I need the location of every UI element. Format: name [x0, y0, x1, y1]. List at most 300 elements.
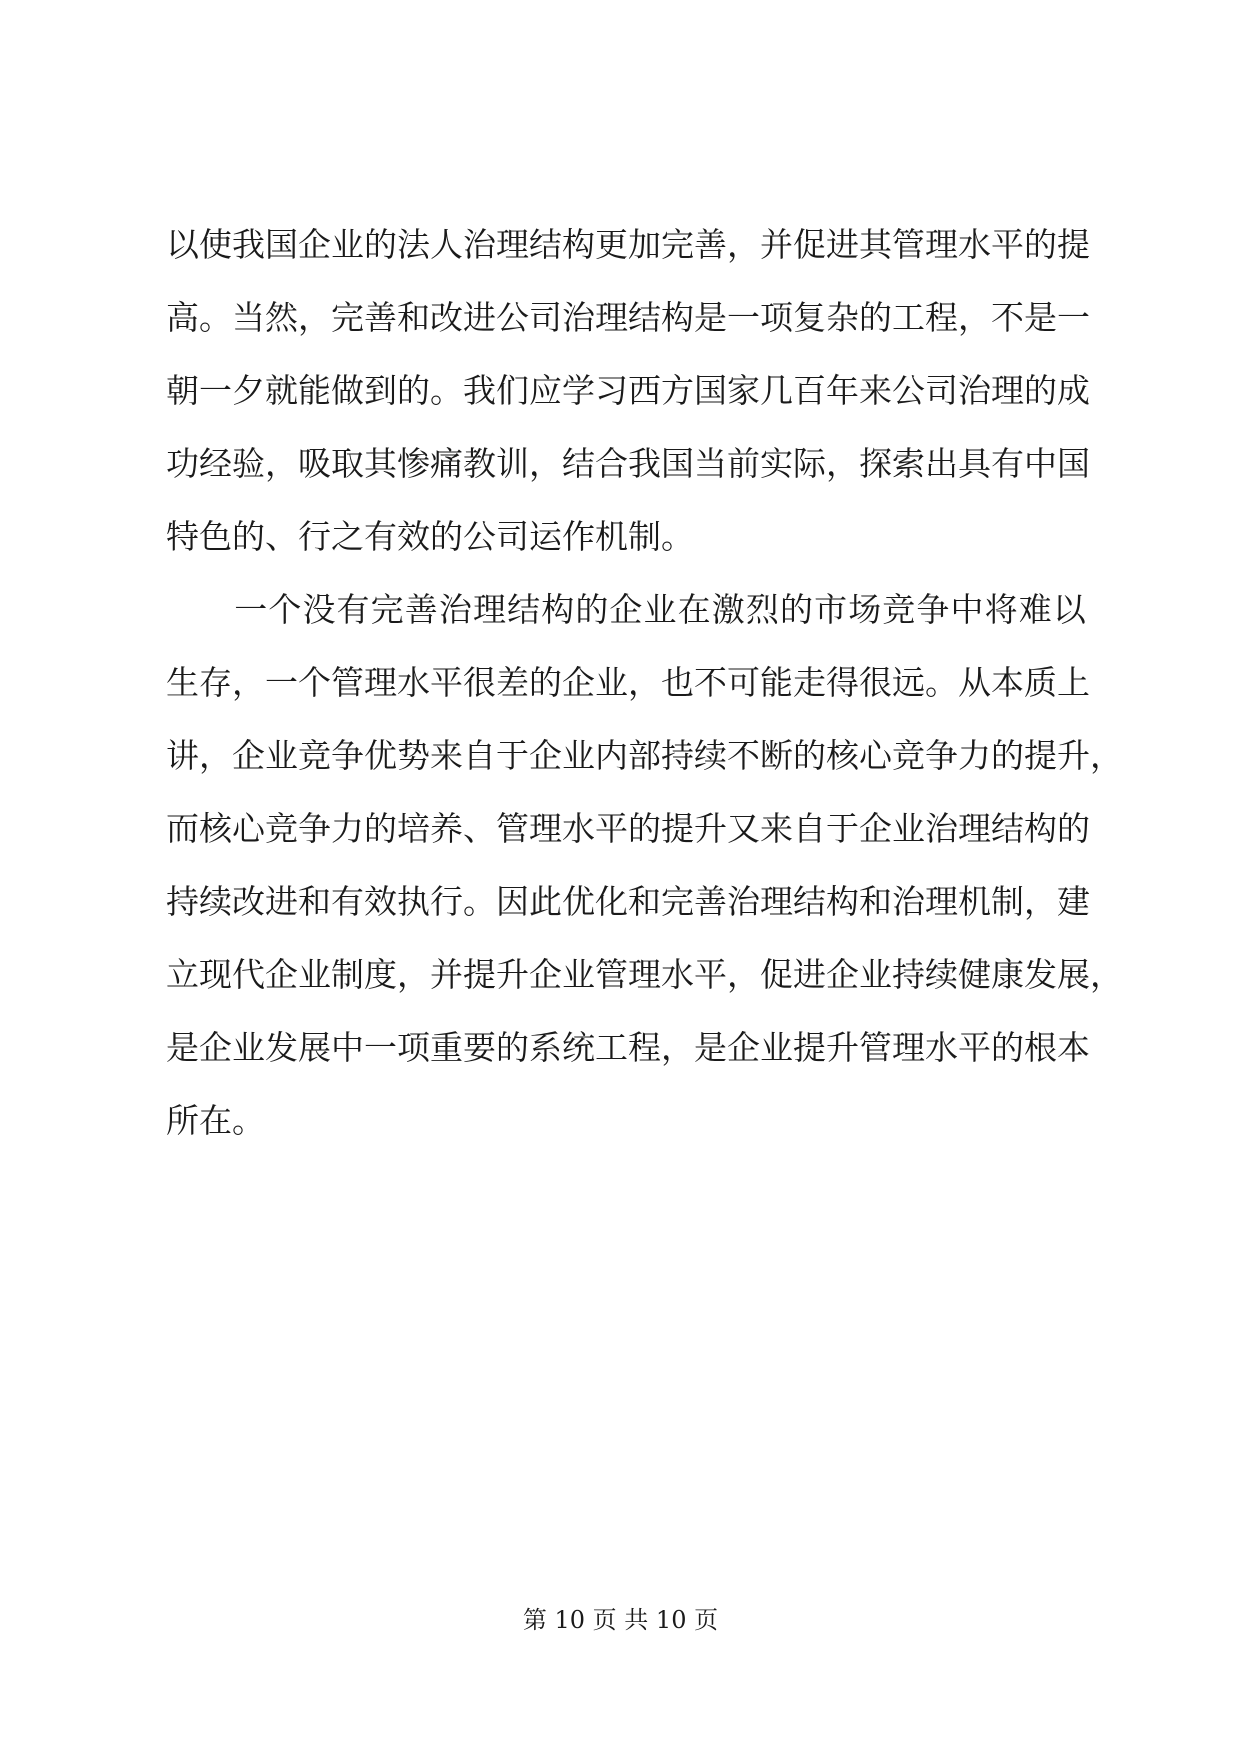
glyph: 朝: [166, 371, 199, 410]
text-line: [166, 1011, 1090, 1084]
glyph: 完: [661, 225, 694, 264]
glyph: 工: [595, 1028, 628, 1067]
glyph: 管: [892, 225, 925, 264]
glyph: 的: [232, 517, 265, 556]
glyph: 讲: [166, 736, 199, 775]
glyph: 具: [958, 444, 991, 483]
glyph: 前: [727, 444, 760, 483]
glyph: 索: [892, 444, 925, 483]
glyph: 立: [166, 955, 199, 994]
glyph: [200, 573, 233, 646]
glyph: 培: [397, 809, 430, 848]
text-line: [166, 938, 1123, 1011]
glyph: 在: [199, 1101, 232, 1140]
glyph: 业: [643, 590, 677, 629]
glyph: 色: [199, 517, 232, 556]
glyph: 。: [199, 298, 232, 337]
glyph: 不: [727, 736, 760, 775]
glyph: 治: [727, 882, 760, 921]
glyph: 业: [298, 955, 331, 994]
glyph: 际: [793, 444, 826, 483]
glyph: 结: [529, 225, 562, 264]
glyph: 持: [892, 955, 925, 994]
glyph: 水: [661, 955, 694, 994]
glyph: 难: [1018, 590, 1052, 629]
glyph: 项: [397, 1028, 430, 1067]
glyph: 展: [1057, 955, 1090, 994]
glyph: 和: [397, 298, 430, 337]
glyph: 并: [760, 225, 793, 264]
glyph: 升: [694, 809, 727, 848]
glyph: 其: [364, 444, 397, 483]
glyph: ，: [397, 955, 430, 994]
glyph: 竞: [265, 809, 298, 848]
glyph: 很: [463, 663, 496, 702]
glyph: 核: [199, 809, 232, 848]
glyph: 能: [760, 663, 793, 702]
glyph: 做: [331, 371, 364, 410]
glyph: 理: [529, 809, 562, 848]
glyph: 远: [892, 663, 925, 702]
glyph: 是: [166, 1028, 199, 1067]
glyph: 我: [628, 444, 661, 483]
glyph: 差: [496, 663, 529, 702]
glyph: 治: [562, 298, 595, 337]
glyph: 。: [430, 371, 463, 410]
glyph: 善: [364, 298, 397, 337]
glyph: 制: [991, 882, 1024, 921]
glyph: ，: [826, 444, 859, 483]
glyph: 健: [958, 955, 991, 994]
glyph: 势: [397, 736, 430, 775]
glyph: 很: [859, 663, 892, 702]
glyph: 本: [991, 663, 1024, 702]
glyph: 个: [298, 663, 331, 702]
glyph: 和: [859, 882, 892, 921]
glyph: 结: [562, 444, 595, 483]
glyph: 当: [694, 444, 727, 483]
glyph: 理: [595, 298, 628, 337]
glyph: 水: [397, 663, 430, 702]
glyph: 经: [199, 444, 232, 483]
glyph: 企: [529, 736, 562, 775]
glyph: 存: [199, 663, 232, 702]
glyph: 可: [727, 663, 760, 702]
glyph: 又: [727, 809, 760, 848]
glyph: 质: [1024, 663, 1057, 702]
glyph: 有: [364, 517, 397, 556]
glyph: 力: [958, 736, 991, 775]
glyph: 发: [1024, 955, 1057, 994]
glyph: 结: [628, 298, 661, 337]
glyph: 之: [331, 517, 364, 556]
glyph: ，: [1024, 882, 1057, 921]
glyph: 企: [199, 1028, 232, 1067]
glyph: 治: [438, 590, 472, 629]
glyph: 以: [166, 225, 199, 264]
glyph: 。: [232, 1101, 265, 1140]
glyph: 一: [265, 663, 298, 702]
glyph: 的: [575, 590, 609, 629]
glyph: 出: [925, 444, 958, 483]
glyph: 程: [628, 1028, 661, 1067]
body-text: [166, 208, 1123, 1157]
glyph: ，: [958, 298, 991, 337]
glyph: 建: [1057, 882, 1090, 921]
glyph: 激: [711, 590, 745, 629]
glyph: 人: [430, 225, 463, 264]
glyph: 重: [430, 1028, 463, 1067]
glyph: 理: [364, 663, 397, 702]
glyph: 根: [1024, 1028, 1057, 1067]
glyph: 的: [859, 298, 892, 337]
glyph: 的: [430, 517, 463, 556]
text-line: [166, 354, 1090, 427]
glyph: 国: [1057, 444, 1090, 483]
glyph: 西: [628, 371, 661, 410]
glyph: 杂: [826, 298, 859, 337]
glyph: 完: [370, 590, 404, 629]
glyph: 争: [916, 590, 950, 629]
glyph: 业: [265, 736, 298, 775]
glyph: 所: [166, 1101, 199, 1140]
glyph: 企: [232, 736, 265, 775]
glyph: ，: [727, 955, 760, 994]
glyph: 中: [331, 1028, 364, 1067]
glyph: 个: [268, 590, 302, 629]
glyph: 理: [925, 225, 958, 264]
glyph: 善: [694, 225, 727, 264]
glyph: 法: [397, 225, 430, 264]
glyph: 验: [232, 444, 265, 483]
glyph: 进: [463, 298, 496, 337]
glyph: 提: [1024, 736, 1057, 775]
glyph: 能: [298, 371, 331, 410]
glyph: 展: [298, 1028, 331, 1067]
glyph: 到: [364, 371, 397, 410]
glyph: 的: [529, 663, 562, 702]
glyph: 公: [463, 517, 496, 556]
glyph: 生: [166, 663, 199, 702]
glyph: 的: [364, 809, 397, 848]
glyph: 和: [628, 882, 661, 921]
glyph: 改: [430, 298, 463, 337]
glyph: 有: [991, 444, 1024, 483]
text-line: [166, 281, 1090, 354]
glyph: 治: [958, 371, 991, 410]
glyph: 我: [232, 225, 265, 264]
glyph: 改: [232, 882, 265, 921]
glyph: 的: [1057, 809, 1090, 848]
glyph: 构: [661, 298, 694, 337]
glyph: 、: [463, 809, 496, 848]
glyph: 是: [694, 298, 727, 337]
glyph: ，: [265, 444, 298, 483]
glyph: 国: [265, 225, 298, 264]
glyph: 管: [496, 809, 529, 848]
glyph: 高: [166, 298, 199, 337]
glyph: 几: [760, 371, 793, 410]
glyph: 而: [166, 809, 199, 848]
glyph: 理: [991, 371, 1024, 410]
glyph: 。: [925, 663, 958, 702]
glyph: 企: [826, 955, 859, 994]
glyph: 平: [694, 955, 727, 994]
text-line: [166, 719, 1123, 792]
glyph: 中: [950, 590, 984, 629]
glyph: 理: [472, 590, 506, 629]
glyph: 中: [1024, 444, 1057, 483]
glyph: 合: [595, 444, 628, 483]
glyph: 续: [925, 955, 958, 994]
glyph: 构: [562, 225, 595, 264]
glyph: 应: [529, 371, 562, 410]
glyph: 公: [892, 371, 925, 410]
glyph: 制: [331, 955, 364, 994]
glyph: 升: [826, 1028, 859, 1067]
glyph: 的: [991, 736, 1024, 775]
glyph: 优: [562, 882, 595, 921]
glyph: 来: [760, 809, 793, 848]
glyph: 提: [463, 955, 496, 994]
glyph: 管: [331, 663, 364, 702]
glyph: 业: [595, 663, 628, 702]
glyph: 持: [166, 882, 199, 921]
glyph: 业: [760, 1028, 793, 1067]
glyph: 没: [302, 590, 336, 629]
glyph: ，: [628, 663, 661, 702]
glyph: 续: [694, 736, 727, 775]
glyph: 是: [1024, 298, 1057, 337]
glyph: 理: [958, 809, 991, 848]
glyph: 化: [595, 882, 628, 921]
glyph: 治: [463, 225, 496, 264]
glyph: 们: [496, 371, 529, 410]
glyph: 自: [793, 809, 826, 848]
glyph: 有: [336, 590, 370, 629]
glyph: 场: [848, 590, 882, 629]
glyph: 进: [265, 882, 298, 921]
glyph: 有: [331, 882, 364, 921]
glyph: 康: [991, 955, 1024, 994]
glyph: 是: [694, 1028, 727, 1067]
glyph: 结: [991, 809, 1024, 848]
glyph: ，: [661, 1028, 694, 1067]
text-line: [166, 573, 1086, 646]
glyph: 一: [1057, 298, 1090, 337]
glyph: ，: [1090, 955, 1123, 994]
glyph: 学: [562, 371, 595, 410]
glyph: 加: [628, 225, 661, 264]
glyph: 理: [496, 225, 529, 264]
glyph: 管: [595, 955, 628, 994]
glyph: 复: [793, 298, 826, 337]
glyph: 并: [430, 955, 463, 994]
glyph: 业: [232, 1028, 265, 1067]
glyph: 提: [661, 809, 694, 848]
glyph: 工: [892, 298, 925, 337]
glyph: 此: [529, 882, 562, 921]
glyph: 要: [463, 1028, 496, 1067]
glyph: 心: [859, 736, 892, 775]
glyph: 作: [562, 517, 595, 556]
glyph: 结: [507, 590, 541, 629]
glyph: 构: [541, 590, 575, 629]
text-line: [166, 427, 1090, 500]
glyph: 平: [430, 663, 463, 702]
glyph: 心: [232, 809, 265, 848]
glyph: 平: [958, 1028, 991, 1067]
glyph: 的: [496, 1028, 529, 1067]
glyph: 一: [364, 1028, 397, 1067]
glyph: 教: [463, 444, 496, 483]
glyph: 发: [265, 1028, 298, 1067]
glyph: 自: [463, 736, 496, 775]
glyph: 、: [265, 517, 298, 556]
glyph: 效: [397, 517, 430, 556]
glyph: 公: [496, 298, 529, 337]
glyph: 使: [199, 225, 232, 264]
glyph: 持: [661, 736, 694, 775]
glyph: 司: [925, 371, 958, 410]
glyph: 以: [1052, 590, 1086, 629]
glyph: 竞: [892, 736, 925, 775]
glyph: 百: [793, 371, 826, 410]
glyph: 司: [529, 298, 562, 337]
glyph: 断: [760, 736, 793, 775]
glyph: 争: [298, 809, 331, 848]
glyph: 行: [298, 517, 331, 556]
glyph: 系: [529, 1028, 562, 1067]
glyph: 司: [496, 517, 529, 556]
glyph: 进: [826, 225, 859, 264]
glyph: 执: [397, 882, 430, 921]
glyph: 市: [814, 590, 848, 629]
glyph: 吸: [298, 444, 331, 483]
glyph: 。: [661, 517, 694, 556]
glyph: 将: [984, 590, 1018, 629]
glyph: 的: [991, 1028, 1024, 1067]
glyph: 现: [199, 955, 232, 994]
glyph: 就: [265, 371, 298, 410]
glyph: 善: [694, 882, 727, 921]
glyph: 构: [1024, 809, 1057, 848]
glyph: 善: [404, 590, 438, 629]
glyph: 实: [760, 444, 793, 483]
glyph: 企: [298, 225, 331, 264]
glyph: 的: [364, 225, 397, 264]
glyph: 力: [331, 809, 364, 848]
glyph: 水: [562, 809, 595, 848]
glyph: 提: [1057, 225, 1090, 264]
page-footer: 第 10 页 共 10 页: [522, 1606, 719, 1634]
glyph: 提: [793, 1028, 826, 1067]
glyph: 运: [529, 517, 562, 556]
glyph: 探: [859, 444, 892, 483]
glyph: 业: [331, 225, 364, 264]
glyph: 治: [892, 882, 925, 921]
glyph: 管: [859, 1028, 892, 1067]
glyph: 也: [661, 663, 694, 702]
glyph: 构: [826, 882, 859, 921]
glyph: 内: [595, 736, 628, 775]
glyph: 理: [892, 1028, 925, 1067]
glyph: 和: [298, 882, 331, 921]
glyph: 从: [958, 663, 991, 702]
glyph: [166, 573, 199, 646]
glyph: 效: [364, 882, 397, 921]
glyph: 训: [496, 444, 529, 483]
glyph: ，: [298, 298, 331, 337]
glyph: 来: [430, 736, 463, 775]
glyph: 的: [1024, 371, 1057, 410]
glyph: 得: [826, 663, 859, 702]
glyph: 促: [793, 225, 826, 264]
glyph: 部: [628, 736, 661, 775]
text-line: [166, 792, 1090, 865]
glyph: 完: [661, 882, 694, 921]
glyph: 然: [265, 298, 298, 337]
text-line: [166, 208, 1090, 281]
glyph: 企: [727, 1028, 760, 1067]
glyph: 的: [779, 590, 813, 629]
text-line: [166, 1084, 1086, 1157]
glyph: 。: [463, 882, 496, 921]
glyph: 平: [595, 809, 628, 848]
glyph: 痛: [430, 444, 463, 483]
glyph: 本: [1057, 1028, 1090, 1067]
glyph: 不: [991, 298, 1024, 337]
glyph: 促: [760, 955, 793, 994]
glyph: 的: [628, 809, 661, 848]
glyph: 家: [727, 371, 760, 410]
glyph: 续: [199, 882, 232, 921]
glyph: 企: [529, 955, 562, 994]
glyph: 代: [232, 955, 265, 994]
glyph: 年: [826, 371, 859, 410]
glyph: 业: [562, 736, 595, 775]
glyph: 走: [793, 663, 826, 702]
glyph: 企: [265, 955, 298, 994]
glyph: 一: [234, 590, 268, 629]
glyph: 国: [694, 371, 727, 410]
text-line: [166, 646, 1090, 719]
glyph: 争: [331, 736, 364, 775]
glyph: 制: [628, 517, 661, 556]
glyph: 企: [859, 809, 892, 848]
glyph: 理: [760, 882, 793, 921]
glyph: 优: [364, 736, 397, 775]
glyph: 争: [925, 736, 958, 775]
glyph: 更: [595, 225, 628, 264]
text-line: [166, 865, 1090, 938]
glyph: 结: [793, 882, 826, 921]
glyph: 项: [760, 298, 793, 337]
glyph: 特: [166, 517, 199, 556]
glyph: 夕: [232, 371, 265, 410]
glyph: 因: [496, 882, 529, 921]
glyph: 的: [1024, 225, 1057, 264]
glyph: 升: [496, 955, 529, 994]
glyph: 行: [430, 882, 463, 921]
glyph: 国: [661, 444, 694, 483]
glyph: 完: [331, 298, 364, 337]
glyph: 习: [595, 371, 628, 410]
glyph: 程: [925, 298, 958, 337]
glyph: 一: [199, 371, 232, 410]
glyph: ，: [1090, 736, 1123, 775]
glyph: 取: [331, 444, 364, 483]
